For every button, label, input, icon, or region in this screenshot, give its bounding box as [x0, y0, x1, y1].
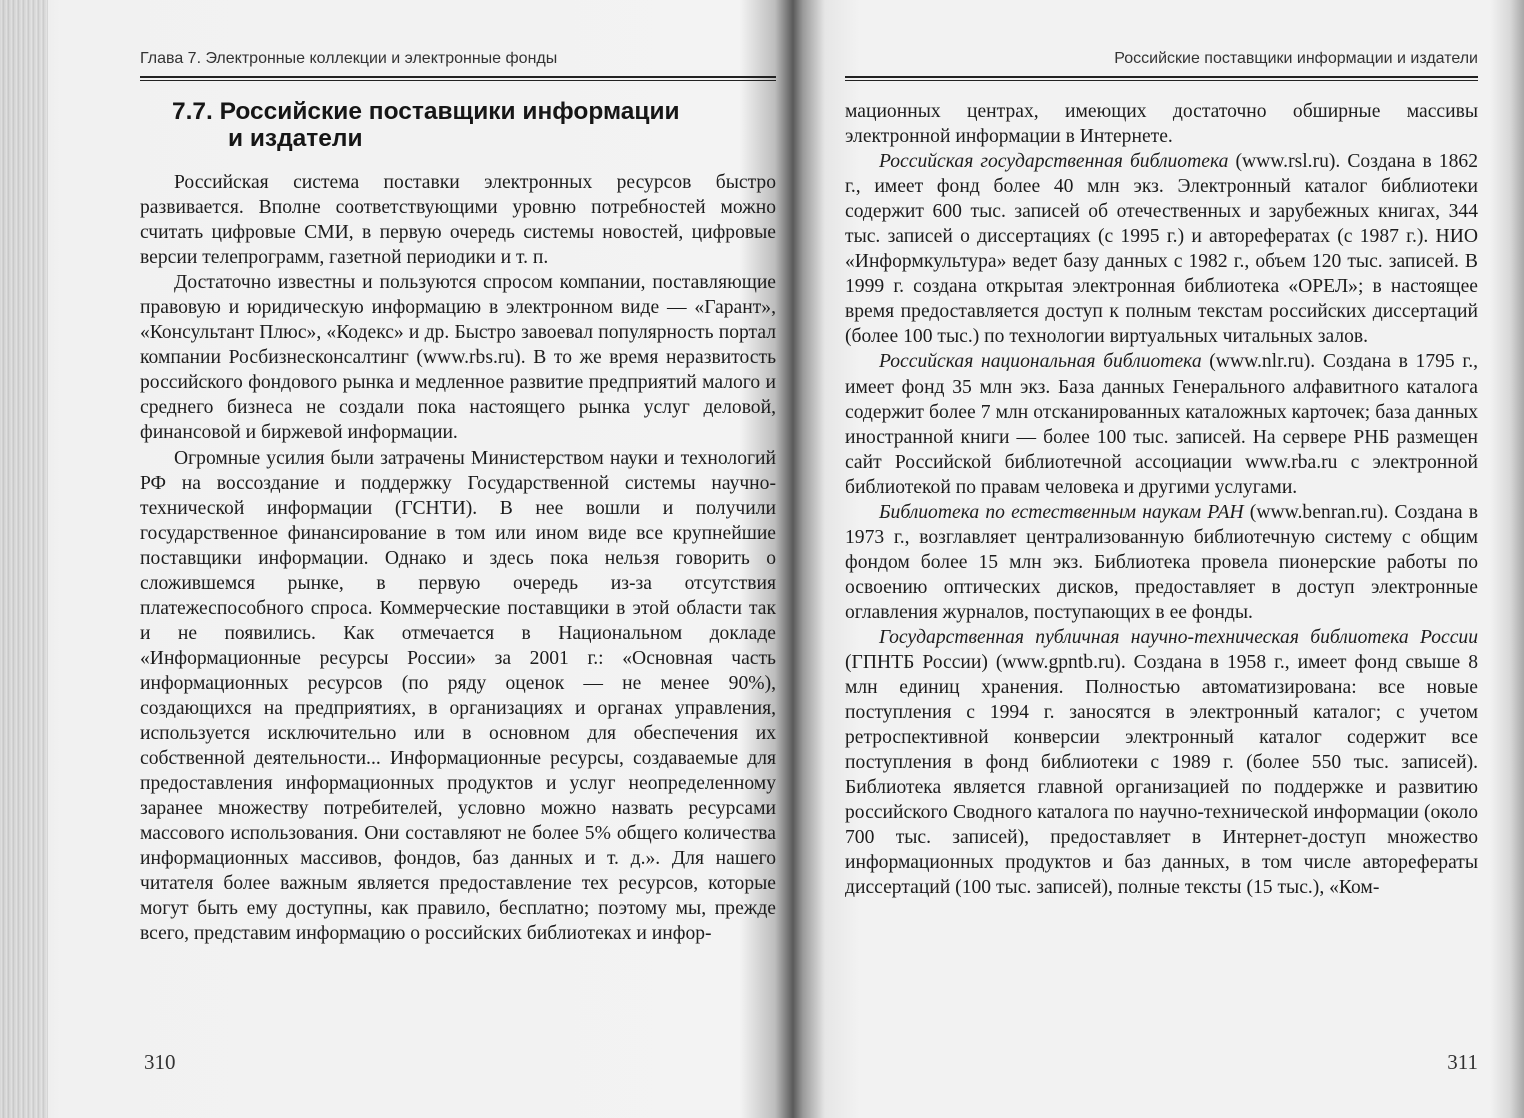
library-description: (www.nlr.ru). Создана в 1795 г., имеет фонд 35 млн экз. База данных Генерального алфавитного каталога содержит более 7 млн отсканированных каталожных карточек; база данных иностранной книги — более 100 тыс. записей. На сервере РНБ размещен сайт Российской библиотечной ассоциации www.rba.ru с электронной библиотекой по правам человека и другими услугами.	[845, 351, 1478, 498]
right-body-text	[845, 99, 1478, 901]
paragraph: Огромные усилия были затрачены Министерством науки и технологий РФ на воссоздание и поддержку Государственной системы научно-технической информации (ГСНТИ). В нее вошли и получили государственное финансирование в том или ином виде все крупнейшие поставщики информации. Однако и здесь пока нельзя говорить о сложившемся рынке, в первую очередь из-за отсутствия платежеспособного спроса. Коммерческие поставщики в этой области так и не появились. Как отмечается в Национальном докладе «Информационные ресурсы России» за 2001 г.: «Основная часть информационных ресурсов (по ряду оценок — не менее 90%), создающихся на предприятиях, в организациях и органах управления, используется исключительно или в основном для обеспечения их собственной деятельности... Информационные ресурсы, создаваемые для предоставления информационных продуктов и услуг неопределенному заранее множеству потребителей, условно можно назвать ресурсами массового использования. Они составляют не более 5% общего количества информационных массивов, фондов, баз данных и т. д.». Для нашего читателя более важным является предоставление тех ресурсов, которые могут быть ему доступны, как правило, бесплатно; поэтому мы, прежде всего, представим информацию о российских библиотеках и инфор-	[140, 447, 776, 945]
library-name: Российская государственная библиотека	[879, 151, 1229, 173]
section-title-line1: 7.7. Российские поставщики информации	[172, 98, 680, 125]
paragraph: Российская система поставки электронных ресурсов быстро развивается. Вполне соответствующими уровню потребностей можно считать цифровые СМИ, в первую очередь системы новостей, цифровые версии телепрограмм, газетной периодики и т. п.	[140, 172, 776, 269]
library-description: (ГПНТБ России) (www.gpntb.ru). Создана в 1958 г., имеет фонд свыше 8 млн единиц хранения. Полностью автоматизирована: все новые поступления с 1994 г. заносятся в электронный каталог; с учетом ретроспективной конверсии электронный каталог содержит все поступления в фонд библиотеки с 1989 г. (более 550 тыс. записей). Библиотека является главной организацией по поддержке и развитию российского Сводного каталога по научно-технической информации (около 700 тыс. записей), предоставляет в Интернет-доступ множество информационных продуктов и баз данных, в том числе авторефераты диссертаций (100 тыс. записей), полные тексты (15 тыс.), «Ком-	[845, 652, 1478, 899]
library-entry	[845, 500, 1478, 625]
library-description: (www.rsl.ru). Создана в 1862 г., имеет фонд более 40 млн экз. Электронный каталог библиотеки содержит 600 тыс. записей об отечественных и зарубежных книгах, 344 тыс. записей о диссертациях (с 1995 г.) и авторефератах (с 1987 г.). НИО «Информкультура» ведет базу данных с 1982 г., объем 120 тыс. записей. В 1999 г. создана открытая электронная библиотека «ОРЕЛ»; в настоящее время предоставляется доступ к полным текстам российских диссертаций (более 100 тыс.) по технологии виртуальных читальных залов.	[845, 151, 1478, 348]
section-title-line2: и издатели	[228, 125, 363, 152]
right-page-number: 311	[1447, 1050, 1478, 1074]
right-page	[845, 0, 1478, 1118]
library-entry	[845, 625, 1478, 901]
left-page-number: 310	[144, 1050, 176, 1074]
library-name: Библиотека по естественным наукам РАН	[879, 501, 1244, 523]
right-running-head: Российские поставщики информации и издатели	[1114, 50, 1478, 67]
page-edges	[0, 0, 48, 1118]
library-description: (www.benran.ru). Создана в 1973 г., возглавляет централизованную библиотечную систему с общим фондом более 15 млн экз. Библиотека провела пионерские работы по освоению оптических дисков, предоставляет в доступ электронные оглавления журналов, поступающих в ее фонды.	[845, 501, 1478, 623]
left-running-head: Глава 7. Электронные коллекции и электронные фонды	[140, 50, 558, 67]
library-name: Государственная публичная научно-техническая библиотека России	[879, 626, 1478, 648]
paragraph: Достаточно известны и пользуются спросом компании, поставляющие правовую и юридическую информацию в электронном виде — «Гарант», «Консультант Плюс», «Кодекс» и др. Быстро завоевал популярность портал компании Росбизнесконсалтинг (www.rbs.ru). В то же время неразвитость российского фондового рынка и медленное развитие предприятий малого и среднего бизнеса не создали пока настоящего рынка услуг деловой, финансовой и биржевой информации.	[140, 272, 776, 444]
paragraph-continuation: мационных центрах, имеющих достаточно обширные массивы электронной информации в Интернете.	[845, 101, 1478, 148]
left-header-rule	[140, 76, 776, 81]
left-body-text	[140, 170, 776, 946]
library-name: Российская национальная библиотека	[879, 351, 1202, 373]
right-header-rule	[845, 76, 1478, 81]
library-entry	[845, 349, 1478, 499]
section-title	[172, 98, 732, 152]
left-page	[140, 0, 776, 1118]
library-entry	[845, 149, 1478, 349]
